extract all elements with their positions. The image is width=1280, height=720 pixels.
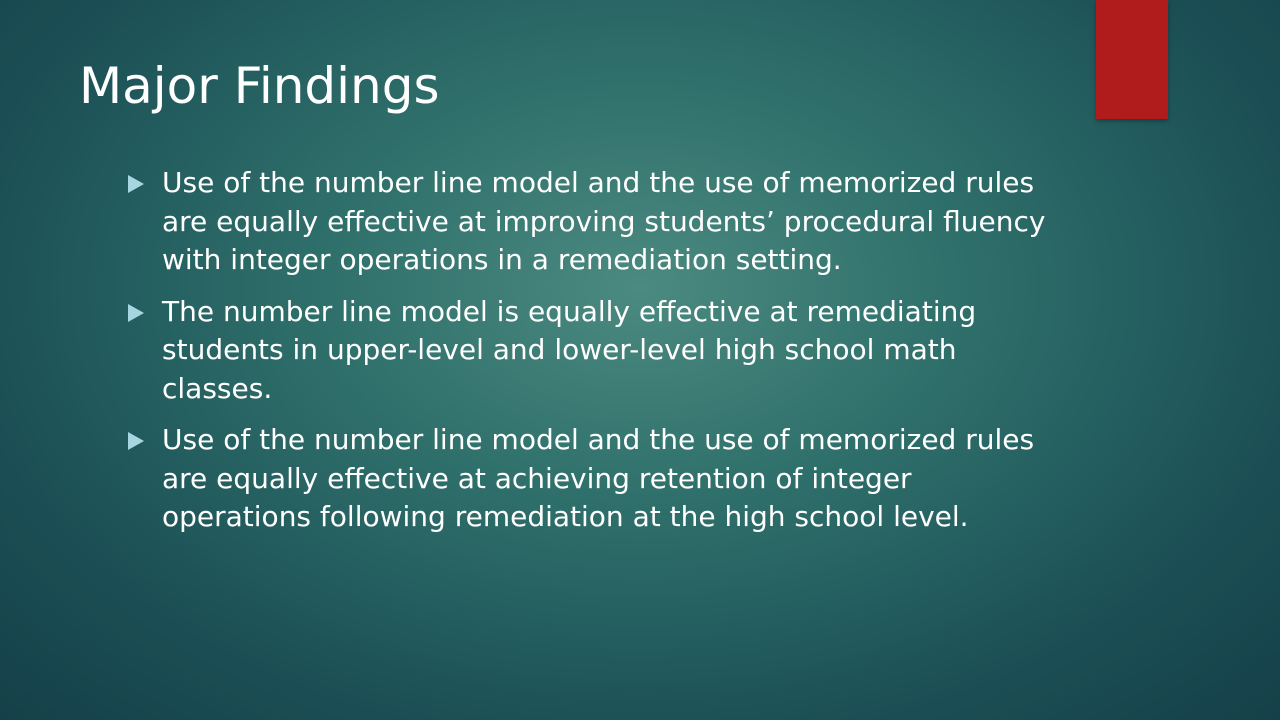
bullet-text: The number line model is equally effective at remediating students in upper-level and lower-level high school math classes. (162, 294, 977, 405)
bullet-item (128, 421, 1048, 537)
bullet-item (128, 164, 1048, 280)
triangle-right-icon (128, 432, 144, 450)
slide-title: Major Findings (79, 57, 440, 115)
bullet-text: Use of the number line model and the use of memorized rules are equally effective at improving students’ procedural fluency with integer operations in a remediation setting. (162, 166, 1046, 276)
triangle-right-icon (128, 175, 144, 193)
accent-bar (1096, 0, 1168, 119)
bullet-item (128, 293, 1048, 409)
bullet-text: Use of the number line model and the use of memorized rules are equally effective at achieving retention of integer operations following remediation at the high school level. (162, 423, 1035, 533)
bullet-list (128, 164, 1048, 550)
triangle-right-icon (128, 304, 144, 322)
